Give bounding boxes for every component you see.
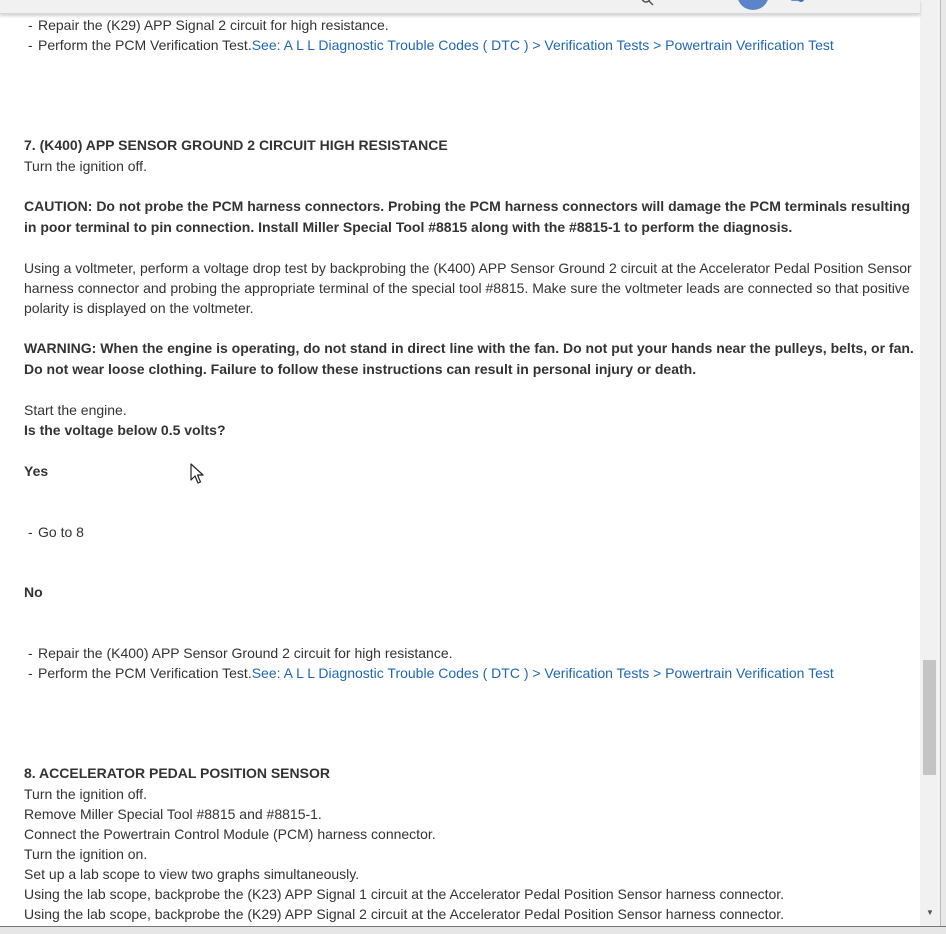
top-toolbar bbox=[0, 0, 920, 14]
list-item: - Perform the PCM Verification Test.See: A L L Diagnostic Trouble Codes ( DTC ) > Verification Tests > Powertrain Verification Test bbox=[28, 665, 834, 681]
yes-label: Yes bbox=[24, 463, 49, 479]
warning-note: WARNING: When the engine is operating, do not stand in direct line with the fan. Do not put your hands near the pulleys, belts, or fan. Do not wear loose clothing. Failure to follow these instructions can result in personal injury or death. bbox=[24, 340, 914, 377]
step-8-line: Using the lab scope, backprobe the (K29) APP Signal 2 circuit at the Accelerator Pedal Position Sensor harness connector. bbox=[24, 906, 785, 922]
no-label: No bbox=[24, 584, 43, 600]
list-item: - Perform the PCM Verification Test.See: A L L Diagnostic Trouble Codes ( DTC ) > Verification Tests > Powertrain Verification Test bbox=[28, 37, 834, 53]
procedure-text: Using a voltmeter, perform a voltage drop test by backprobing the (K400) APP Sensor Ground 2 circuit at the Accelerator Pedal Position Sensor harness connector and probing the appropriate terminal of the special tool #8815. Make sure the voltmeter leads are connected so that positive polarity is displayed on the voltmeter. bbox=[24, 260, 912, 316]
add-tab-icon[interactable] bbox=[791, 0, 805, 8]
mouse-cursor-icon bbox=[190, 463, 206, 485]
list-item: - Go to 8 bbox=[28, 524, 84, 540]
step-8-title: 8. ACCELERATOR PEDAL POSITION SENSOR bbox=[24, 765, 330, 781]
caution-note: CAUTION: Do not probe the PCM harness connectors. Probing the PCM harness connectors will damage the PCM terminals resulting in poor terminal to pin connection. Install Miller Special Tool #8815 along with the #8815-1 to perform the diagnosis. bbox=[24, 198, 911, 235]
step-8-line: Remove Miller Special Tool #8815 and #8815-1. bbox=[24, 806, 322, 822]
window-edge bbox=[940, 0, 946, 926]
scrollbar-track[interactable] bbox=[920, 0, 940, 926]
scrollbar-thumb[interactable] bbox=[923, 660, 936, 775]
step-7-question: Is the voltage below 0.5 volts? bbox=[24, 422, 226, 438]
list-item: - Repair the (K400) APP Sensor Ground 2 circuit for high resistance. bbox=[28, 645, 453, 661]
step-8-line: Using the lab scope, backprobe the (K23) APP Signal 1 circuit at the Accelerator Pedal Position Sensor harness connector. bbox=[24, 886, 785, 902]
step-7-line: Turn the ignition off. bbox=[24, 158, 147, 174]
verification-test-link[interactable]: See: A L L Diagnostic Trouble Codes ( DTC ) > Verification Tests > Powertrain Verification Test bbox=[251, 665, 834, 681]
step-8-line: Turn the ignition on. bbox=[24, 846, 148, 862]
scroll-down-arrow-icon[interactable]: ▼ bbox=[926, 908, 934, 917]
step-8-line: Connect the Powertrain Control Module (PCM) harness connector. bbox=[24, 826, 436, 842]
avatar[interactable] bbox=[737, 0, 769, 10]
step-7-title: 7. (K400) APP SENSOR GROUND 2 CIRCUIT HIGH RESISTANCE bbox=[24, 137, 448, 153]
step-7-line: Start the engine. bbox=[24, 402, 127, 418]
step-8-line: Set up a lab scope to view two graphs simultaneously. bbox=[24, 866, 360, 882]
verification-test-link[interactable]: See: A L L Diagnostic Trouble Codes ( DTC ) > Verification Tests > Powertrain Verification Test bbox=[251, 37, 834, 53]
search-icon[interactable] bbox=[640, 0, 654, 8]
list-item: - Repair the (K29) APP Signal 2 circuit for high resistance. bbox=[28, 17, 389, 33]
step-8-line: Turn the ignition off. bbox=[24, 786, 147, 802]
